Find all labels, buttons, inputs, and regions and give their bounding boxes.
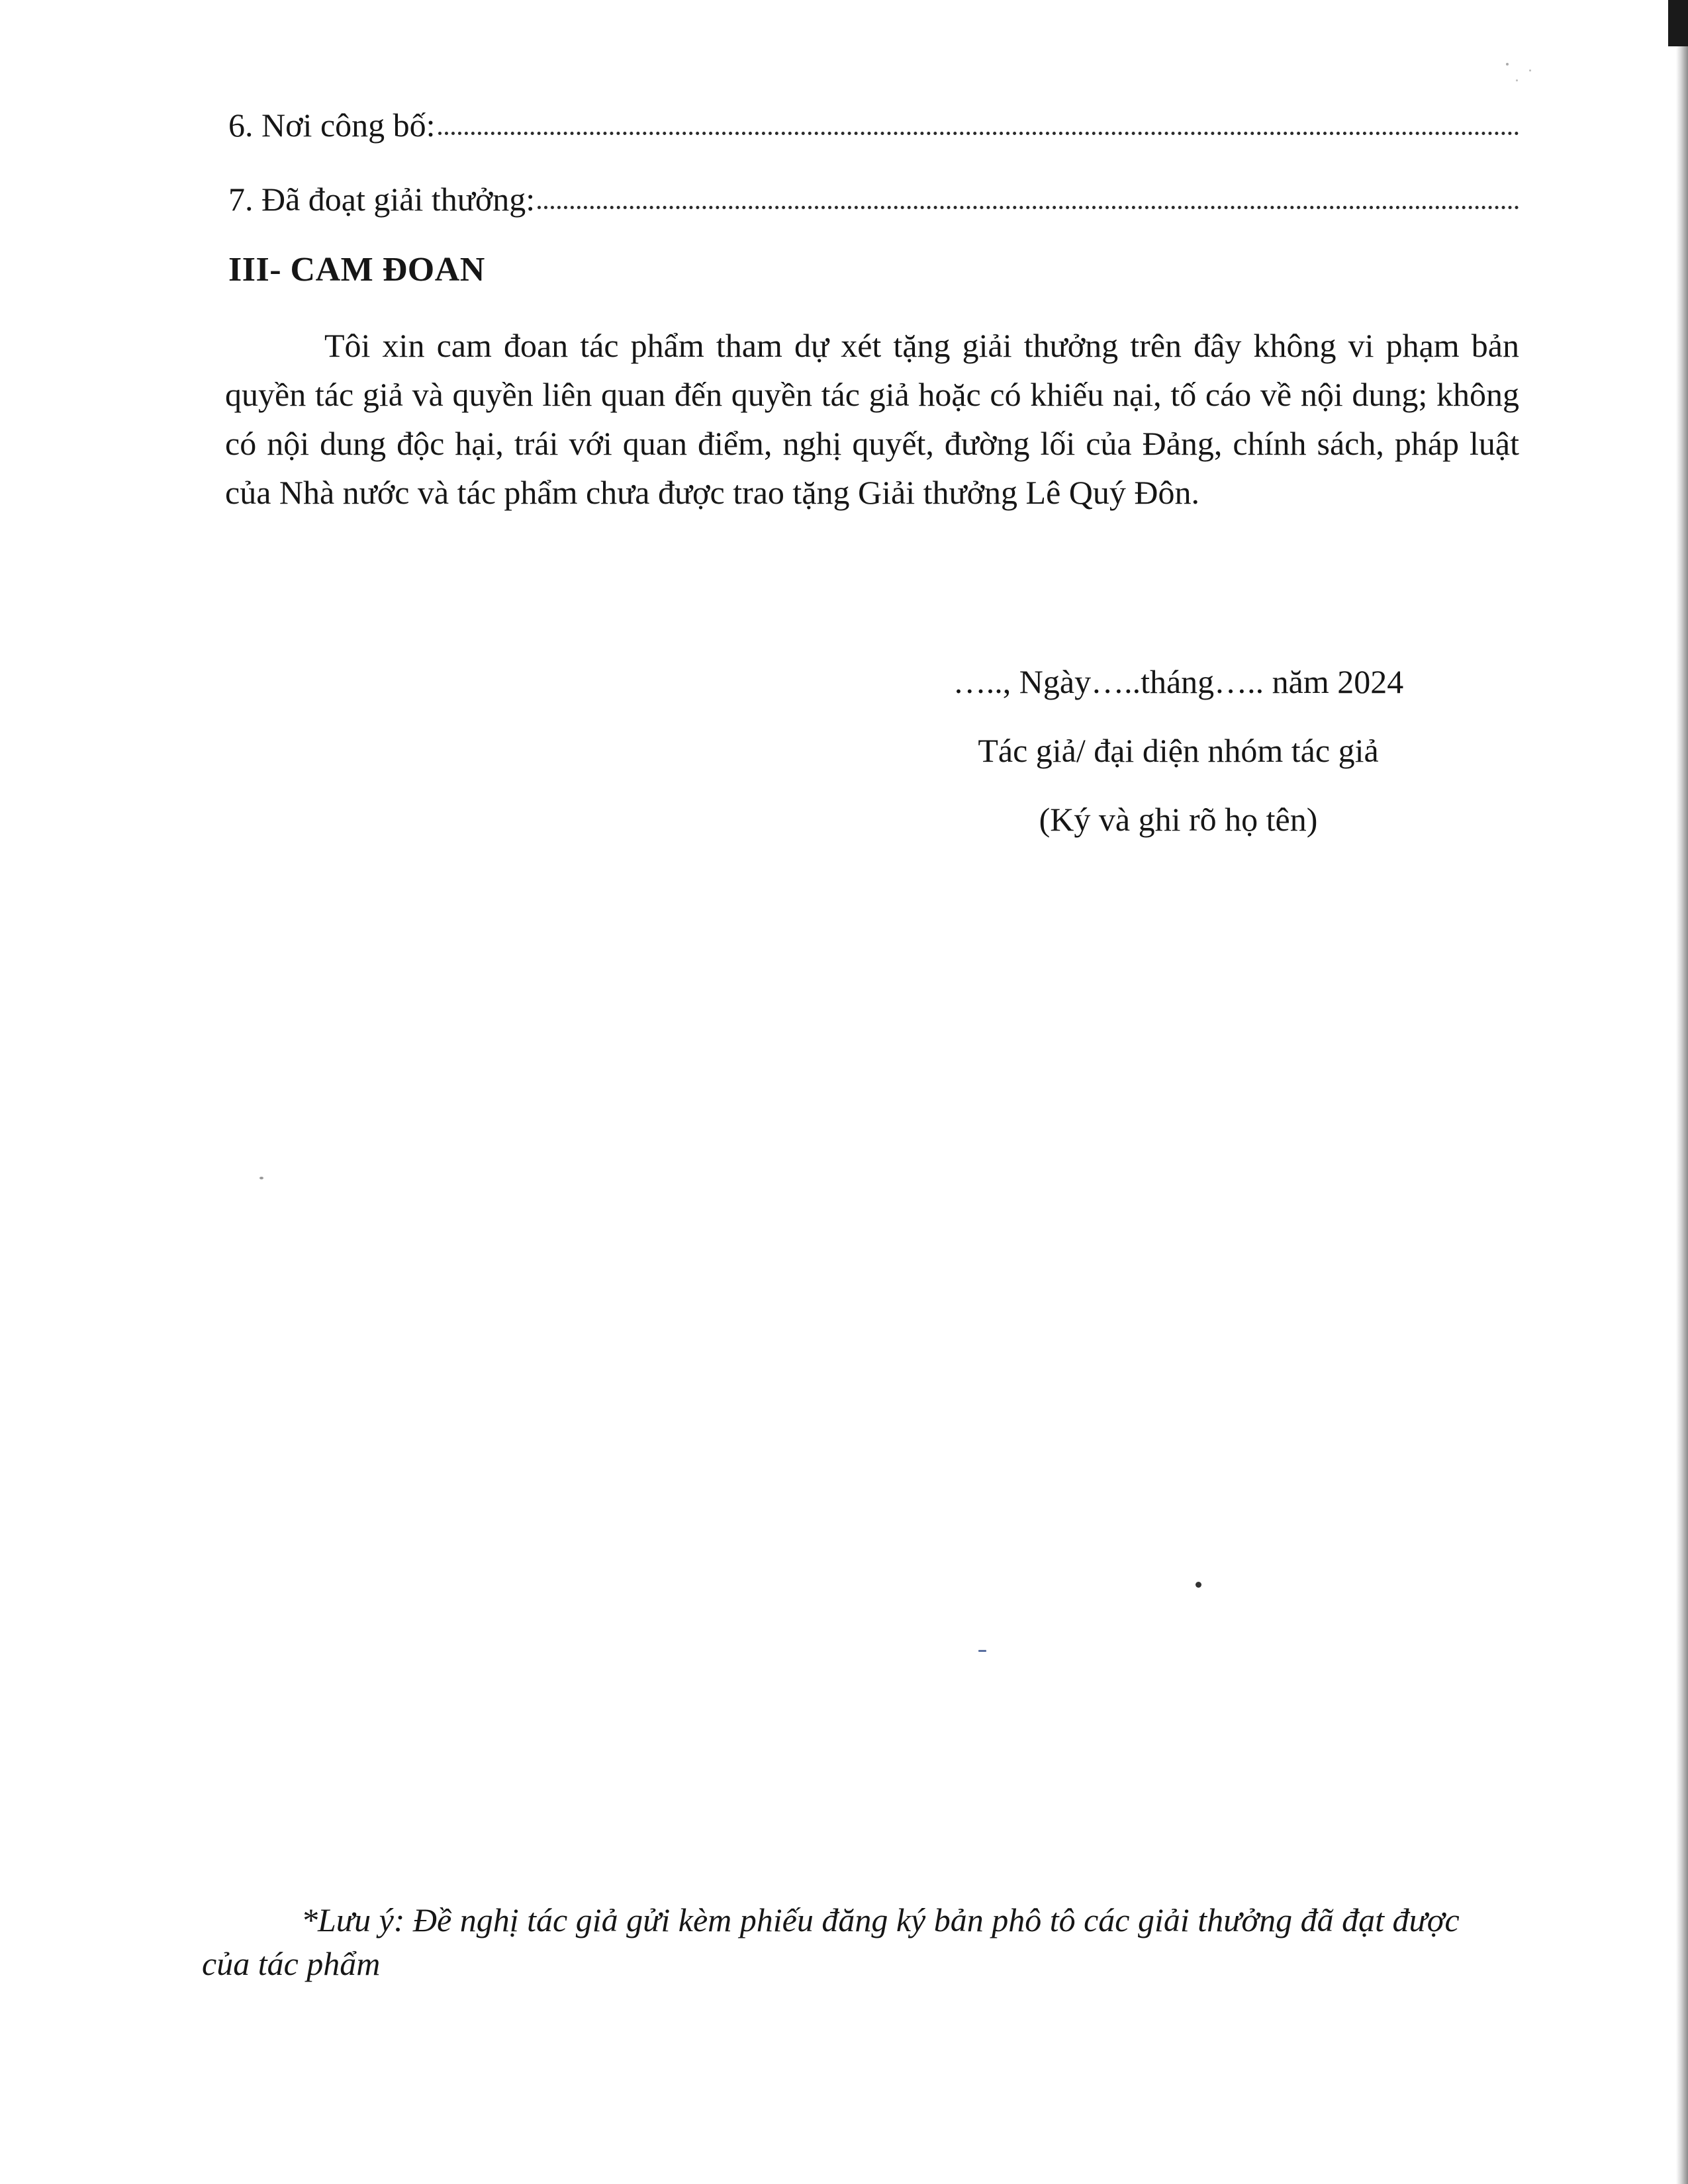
scan-edge-shadow [1676, 0, 1688, 2184]
scan-speck [1506, 63, 1509, 66]
section-heading-commitment: III- CAM ĐOAN [228, 251, 485, 289]
signature-date-line: ….., Ngày…..tháng….. năm 2024 [953, 663, 1404, 700]
field-publication-place-label: 6. Nơi công bố: [228, 107, 436, 144]
scan-speck [259, 1177, 263, 1179]
signature-role: Tác giả/ đại diện nhóm tác giả [978, 732, 1379, 769]
scan-speck [978, 1650, 986, 1652]
scan-speck [1516, 79, 1518, 81]
field-awards-won-blank [538, 206, 1519, 209]
field-awards-won-label: 7. Đã đoạt giải thưởng: [228, 181, 536, 218]
signature-block [861, 659, 1496, 865]
footnote-note: *Lưu ý: Đề nghị tác giả gửi kèm phiếu đăng ký bản phô tô các giải thưởng đã đạt được của tác phẩm [202, 1901, 1460, 1982]
field-awards-won [228, 180, 1519, 218]
field-publication-place [228, 106, 1519, 144]
signature-instruction: (Ký và ghi rõ họ tên) [1039, 801, 1318, 838]
scan-speck [1196, 1582, 1201, 1588]
commitment-paragraph: Tôi xin cam đoan tác phẩm tham dự xét tặng giải thưởng trên đây không vi phạm bản quyền tác giả và quyền liên quan đến quyền tác giả hoặc có khiếu nại, tố cáo về nội dung; không có nội dung độc hại, trái với quan điểm, nghị quyết, đường lối của Đảng, chính sách, pháp luật của Nhà nước và tác phẩm chưa được trao tặng Giải thưởng Lê Quý Đôn. [225, 327, 1519, 511]
scan-speck [1529, 69, 1531, 71]
scan-corner-mark [1668, 0, 1688, 46]
field-publication-place-blank [438, 132, 1519, 135]
